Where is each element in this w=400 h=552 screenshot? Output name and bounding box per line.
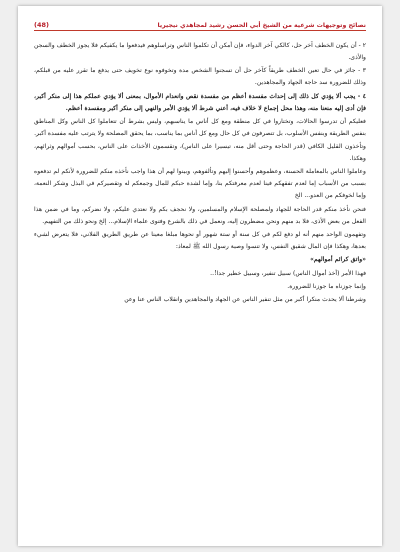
- paragraph: وعاملوا الناس بالمعاملة الحسنة، وعظموهم وأحسنوا إليهم وتألفوهم، وبينوا لهم أن هذا واجب نأخذه منكم للضرورة لأنكم لم تدفعوه بسبب من الأسباب إما لعدم تفقهكم فينا لعدم معرفتكم بنا، وإما لشدة حبكم للمال وجمعكم له وتقصيركم في البذل وشكر النعمة، وإما لخوفكم من العدو... الخ: [34, 168, 366, 200]
- paragraph: وشرطنا ألا يحدث منكرا أكبر من مثل تنفير الناس عن الجهاد والمجاهدين وانقلاب الناس عنا وعن: [124, 296, 366, 304]
- paragraph: فهذا الأمر (أخذ أموال الناس) سبيل تنفير، وسبيل خطير جدا!..: [210, 269, 366, 277]
- paragraph-condition-2: ٢ - أن يكون الخطف آخر حل، كالكي آخر الدواء، فإن أمكن أن تكلموا الناس وتراسلوهم فيدفعوا ما يكفيكم فلا يجوز الخطف والسجن والأذى.: [34, 42, 366, 61]
- hadith-quote: «واتق كرائم أموالهم»: [310, 256, 366, 264]
- page-number: (48): [34, 21, 49, 29]
- paragraph-condition-4: ٤ - يجب ألا يؤدي كل ذلك إلى إحداث مفسدة أعظم من مفسدة نقص وانعدام الأموال، بمعنى ألا يؤدي عملكم هذا إلى منكر أكبر، فإن أدى إليه منعنا منه، وهذا محل إجماع لا خلاف فيه، أعني شرط ألا يؤدي الأمر والنهي إلى منكر أكبر ومفسدة أعظم.: [34, 92, 366, 112]
- paragraph: وتأخذون القليل الكافي (قدر الحاجة وحتى أقل منه، تيسيرا على الناس)، وتقسمون الأخذات على الناس، بحسب أموالهم وثرائهم، وهكذا.: [34, 143, 366, 163]
- page-header: [34, 15, 366, 31]
- paragraph-condition-3: ٣ - جائز في حال تعين الخطف طريقاً كآخر حل أن تسجنوا الشخص مدة وتخوفوه نوع تخويف حتى يدفع ما تقرر عليه من قبلكم، وذلك للضرورة سد حاجة الجهاد والمجاهدين.: [34, 67, 366, 87]
- document-page: [18, 6, 382, 546]
- paragraph: وإنما جوزناه ما جوزنا للضرورة.: [287, 283, 366, 291]
- page-body: [34, 40, 366, 538]
- paragraph: فعليكم أن تدرسوا الحالات، وتختاروا في كل منطقة ومع كل أناس ما يناسبهم، وليس بشرط أن تتعاملوا كل الناس وكل المناطق بنفس الطريقة وبنفس الأسلوب، بل تتصرفون في كل حال ومع كل أناس بما يناسب، بما يحقق المصلحة ولا يترتب عليه مفسدة أكبر.: [34, 117, 366, 137]
- header-title: نصائح وتوجيهات شرعية من الشيخ أبي الحسن رشيد لمجاهدي نيجيريا: [157, 22, 366, 29]
- paragraph: وتفهمون الواحد منهم أنه لو دفع لكم في كل سنة أو ستة شهور أو نحوها مبلغا معينا عن طريق الطريق الفلاني، فلا يتعرض لشيء بعدها، وهكذا فإن المال شقيق النفس، ولا تنسوا وصية رسول الله ﷺ لمعاذ:: [34, 231, 366, 250]
- paragraph: فنحن نأخذ منكم قدر الحاجة للجهاد ولمصلحة الإسلام والمسلمين، ولا نحجف بكم ولا نعتدي عليكم، ولا نضركم، وما في ضمن هذا الفعل من بعض الأذى، فلا بد منهم ونحن مضطرون إليه، ونعمل في ذلك بالشرع وفتوى علماء الإسلام... إلخ ونحو ذلك من التفهيم.: [34, 205, 366, 225]
